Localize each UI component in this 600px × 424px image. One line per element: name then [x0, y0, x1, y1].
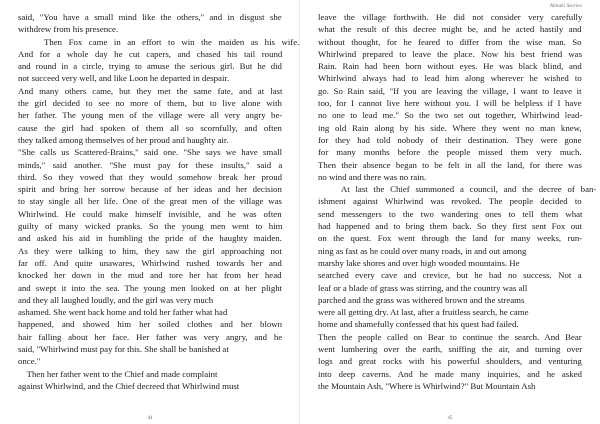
text-line: for they had told nobody of their destination. They were gone — [318, 134, 582, 145]
text-line: ashamed. She went back home and told her father what had — [18, 307, 228, 318]
left-page-number: 44 — [147, 416, 153, 421]
text-line: not succeed very well, and like Loon he departed in despair. — [18, 73, 230, 84]
text-line: the girl decided to see no more of them, but to live alone with — [18, 98, 282, 109]
text-line: minds," said another. "She must pay for these insults," said a — [18, 159, 283, 170]
text-line: no wind and there was no rain. — [318, 171, 427, 182]
text-line: without thought, for he feared to differ from the wise man. So — [318, 36, 582, 47]
text-line: and they all laughed loudly, and the girl was very much — [18, 294, 214, 305]
text-line: once." — [18, 356, 41, 367]
text-line: hair falling about her face. Her father was very angry, and he — [18, 331, 283, 342]
text-line: her father. The young men of the village were all very angry be- — [18, 110, 283, 121]
text-line: they talked among themselves of her proud and haughty air. — [18, 134, 229, 145]
right-page-number: 45 — [447, 416, 453, 421]
text-line: Rain. Rain had been born without eyes. He was black blind, and — [318, 61, 582, 72]
text-line: on the quest. Fox went through the land for many weeks, run- — [318, 233, 583, 244]
right-page-text — [318, 11, 597, 392]
text-line: And for a whole day he cut capers, and chased his tail round — [18, 48, 283, 59]
text-line: send messengers to the two wandering ones to tell them what — [318, 208, 583, 219]
text-line: too, for I cannot live here without you. I will be helpless if I have — [318, 98, 582, 109]
text-line: said, "Whirlwind must pay for this. She shall be banished at — [18, 344, 229, 355]
right-page — [300, 0, 600, 424]
text-line: went lumbering over the earth, sniffing the air, and turning over — [318, 344, 583, 355]
text-line: Whirlwind always had to lead him along wherever he wished to — [318, 73, 582, 84]
text-line: said, "You have a small mind like the others," and in disgust she — [18, 12, 282, 22]
text-line: the Mountain Ash, "Where is Whirlwind?" But Mountain Ash — [318, 380, 536, 391]
text-line: searched every cave and crevice, but he had no success. Not a — [318, 270, 582, 281]
left-page-text — [18, 11, 300, 392]
text-line: knocked her down in the mud and tore her hat from her head — [18, 270, 282, 281]
text-line: Then her father went to the Chief and made complaint — [18, 368, 218, 379]
text-line: for many months before the people missed them very much. — [318, 147, 582, 158]
text-line: happened, and showed him her soiled clothes and her blown — [18, 319, 283, 330]
text-line: As they were talking to him, they saw the girl approaching not — [18, 245, 282, 256]
text-line: ing old Rain along by his side. Where they went no man knew, — [318, 122, 582, 133]
text-line: Then Fox came in an effort to win the maiden as his wife. — [18, 36, 300, 47]
text-line: to stay single all her life. One of the great men of the village was — [18, 196, 282, 207]
text-line: far off. And quite unawares, Whirlwind rushed towards her and — [18, 257, 282, 268]
text-line: leave the village forthwith. He did not consider very carefully — [318, 12, 583, 22]
text-line: and asked his aid in humbling the pride of the haughty maiden. — [18, 233, 282, 244]
text-line: And many others came, but they met the same fate, and at last — [18, 85, 283, 96]
text-line: marshy lake shores and over high wooded mountains. He — [318, 257, 520, 268]
text-line: parched and the grass was withered brown and the streams — [318, 294, 525, 305]
text-line: and swept it into the sea. The young men looked on at her plight — [18, 282, 283, 293]
text-line: withdrew from his presence. — [18, 24, 119, 35]
text-line: Then their absence began to be felt in all the land, for there was — [318, 159, 582, 170]
text-line: go. So Rain said, "If you are leaving the village, I want to leave it — [318, 85, 582, 96]
text-line: Then the people called on Bear to continue the search. And Bear — [318, 331, 582, 342]
text-line: Whirlwind. He could make himself invisible, and he was often — [18, 208, 282, 219]
running-head: Abnaki Stories — [549, 4, 582, 9]
text-line: home and shamefully confessed that his quest had failed. — [318, 319, 519, 330]
text-line: "She calls us Scattered-Brains," said one. "She says we have small — [18, 147, 283, 158]
text-line: At last the Chief summoned a council, and the decree of ban- — [318, 184, 597, 195]
text-line: were all getting dry. At last, after a fruitless search, he came — [318, 307, 529, 318]
text-line: spirit and bring her sorrow because of her ideas and her decision — [18, 184, 282, 195]
text-line: ning as fast as he could over many roads, in and out among — [318, 245, 527, 256]
text-line: logs and great rocks with his powerful shoulders, and venturing — [318, 356, 582, 367]
text-line: cause the girl had spoken of them all so scornfully, and often — [18, 122, 282, 133]
text-line: third. So they vowed that they would somehow break her proud — [18, 171, 283, 182]
text-line: and round in a circle, trying to amuse the serious girl. But he did — [18, 61, 282, 72]
text-line: ishment against Whirlwind was revoked. The people decided to — [318, 196, 582, 207]
text-line: into deep caverns. And he made many inquiries, and he asked — [318, 368, 582, 379]
text-line: no one to lead me." So the two set out together, Whirlwind lead- — [318, 110, 583, 121]
text-line: against Whirlwind, and the Chief decreed that Whirlwind must — [18, 380, 240, 391]
text-line: Whirlwind prepared to leave the place. Now his best friend was — [318, 48, 582, 59]
text-line: what the result of this decree might be, and he acted hastily and — [318, 24, 582, 35]
text-line: guilty of many wicked pranks. So the young men went to him — [18, 221, 283, 232]
text-line: leaf or a blade of grass was stirring, and the country was all — [318, 282, 528, 293]
text-line: had happened and to bring them back. So they first sent Fox out — [318, 221, 583, 232]
